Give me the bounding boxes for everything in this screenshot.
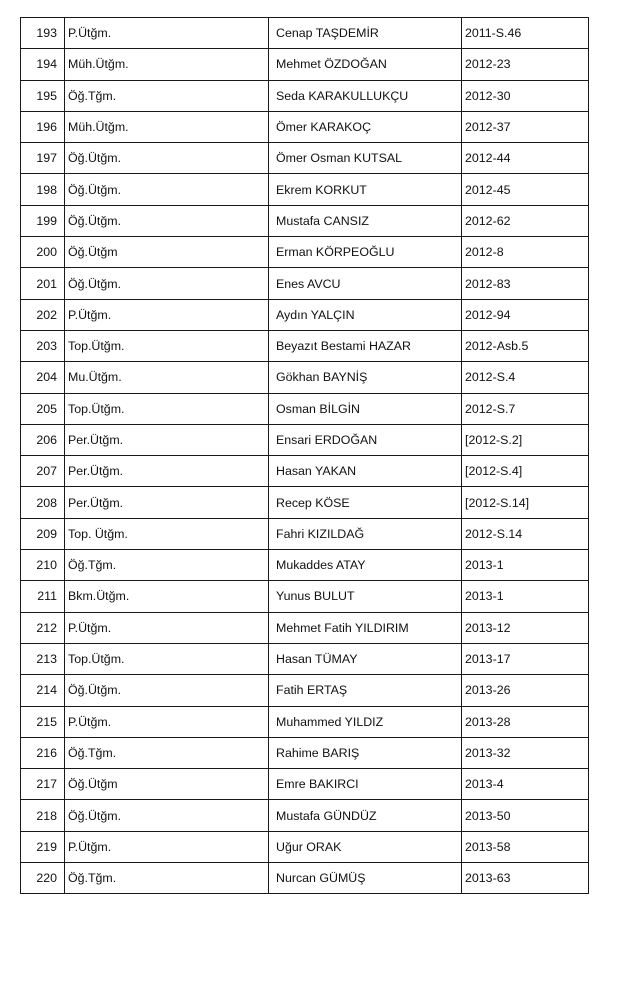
term-cell: 2012-S.7 <box>462 393 589 424</box>
term-cell: 2012-8 <box>462 237 589 268</box>
table-row <box>21 80 589 111</box>
table-row <box>21 487 589 518</box>
name-cell: Ömer Osman KUTSAL <box>269 143 462 174</box>
term-cell: [2012-S.2] <box>462 424 589 455</box>
rank-cell: Öğ.Tğm. <box>65 550 269 581</box>
term-cell: 2013-63 <box>462 863 589 894</box>
term-cell: 2013-17 <box>462 643 589 674</box>
rank-cell: P.Ütğm. <box>65 831 269 862</box>
table-row <box>21 49 589 80</box>
term-cell: 2013-1 <box>462 550 589 581</box>
table-row <box>21 205 589 236</box>
name-cell: Mustafa CANSIZ <box>269 205 462 236</box>
row-number: 200 <box>21 237 65 268</box>
term-cell: 2013-26 <box>462 675 589 706</box>
table-row <box>21 299 589 330</box>
table-row <box>21 675 589 706</box>
roster-table <box>20 17 589 894</box>
term-cell: 2012-37 <box>462 111 589 142</box>
rank-cell: Öğ.Ütğm <box>65 237 269 268</box>
name-cell: Osman BİLGİN <box>269 393 462 424</box>
rank-cell: Bkm.Ütğm. <box>65 581 269 612</box>
name-cell: Mehmet Fatih YILDIRIM <box>269 612 462 643</box>
row-number: 194 <box>21 49 65 80</box>
term-cell: 2012-83 <box>462 268 589 299</box>
table-row <box>21 581 589 612</box>
term-cell: 2012-23 <box>462 49 589 80</box>
name-cell: Aydın YALÇIN <box>269 299 462 330</box>
rank-cell: Öğ.Ütğm. <box>65 174 269 205</box>
table-row <box>21 456 589 487</box>
term-cell: 2013-58 <box>462 831 589 862</box>
name-cell: Recep KÖSE <box>269 487 462 518</box>
rank-cell: Top.Ütğm. <box>65 643 269 674</box>
rank-cell: Per.Ütğm. <box>65 424 269 455</box>
table-row <box>21 769 589 800</box>
rank-cell: P.Ütğm. <box>65 706 269 737</box>
row-number: 216 <box>21 737 65 768</box>
row-number: 203 <box>21 330 65 361</box>
row-number: 219 <box>21 831 65 862</box>
table-row <box>21 111 589 142</box>
term-cell: 2013-50 <box>462 800 589 831</box>
table-row <box>21 143 589 174</box>
term-cell: [2012-S.14] <box>462 487 589 518</box>
rank-cell: Per.Ütğm. <box>65 487 269 518</box>
name-cell: Gökhan BAYNİŞ <box>269 362 462 393</box>
term-cell: 2013-32 <box>462 737 589 768</box>
name-cell: Mukaddes ATAY <box>269 550 462 581</box>
rank-cell: Öğ.Tğm. <box>65 863 269 894</box>
table-row <box>21 800 589 831</box>
row-number: 217 <box>21 769 65 800</box>
name-cell: Muhammed YILDIZ <box>269 706 462 737</box>
table-row <box>21 330 589 361</box>
term-cell: 2013-4 <box>462 769 589 800</box>
table-row <box>21 706 589 737</box>
row-number: 210 <box>21 550 65 581</box>
name-cell: Erman KÖRPEOĞLU <box>269 237 462 268</box>
name-cell: Rahime BARIŞ <box>269 737 462 768</box>
name-cell: Ömer KARAKOÇ <box>269 111 462 142</box>
name-cell: Cenap TAŞDEMİR <box>269 18 462 49</box>
term-cell: 2012-62 <box>462 205 589 236</box>
name-cell: Beyazıt Bestami HAZAR <box>269 330 462 361</box>
name-cell: Seda KARAKULLUKÇU <box>269 80 462 111</box>
name-cell: Uğur ORAK <box>269 831 462 862</box>
name-cell: Mustafa GÜNDÜZ <box>269 800 462 831</box>
rank-cell: P.Ütğm. <box>65 299 269 330</box>
name-cell: Ekrem KORKUT <box>269 174 462 205</box>
term-cell: 2012-44 <box>462 143 589 174</box>
term-cell: 2012-S.14 <box>462 518 589 549</box>
term-cell: 2013-12 <box>462 612 589 643</box>
row-number: 193 <box>21 18 65 49</box>
row-number: 195 <box>21 80 65 111</box>
name-cell: Enes AVCU <box>269 268 462 299</box>
rank-cell: Per.Ütğm. <box>65 456 269 487</box>
rank-cell: Öğ.Tğm. <box>65 80 269 111</box>
table-row <box>21 237 589 268</box>
row-number: 197 <box>21 143 65 174</box>
name-cell: Fahri KIZILDAĞ <box>269 518 462 549</box>
row-number: 196 <box>21 111 65 142</box>
roster-table-body <box>21 18 589 894</box>
name-cell: Mehmet ÖZDOĞAN <box>269 49 462 80</box>
term-cell: 2012-30 <box>462 80 589 111</box>
table-row <box>21 643 589 674</box>
row-number: 205 <box>21 393 65 424</box>
term-cell: 2012-S.4 <box>462 362 589 393</box>
rank-cell: Öğ.Ütğm. <box>65 800 269 831</box>
rank-cell: Top. Ütğm. <box>65 518 269 549</box>
rank-cell: Öğ.Tğm. <box>65 737 269 768</box>
table-row <box>21 550 589 581</box>
name-cell: Ensari ERDOĞAN <box>269 424 462 455</box>
rank-cell: Öğ.Ütğm. <box>65 143 269 174</box>
table-row <box>21 424 589 455</box>
rank-cell: Müh.Ütğm. <box>65 49 269 80</box>
row-number: 199 <box>21 205 65 236</box>
row-number: 198 <box>21 174 65 205</box>
rank-cell: Öğ.Ütğm. <box>65 268 269 299</box>
row-number: 204 <box>21 362 65 393</box>
table-row <box>21 268 589 299</box>
name-cell: Hasan YAKAN <box>269 456 462 487</box>
rank-cell: Öğ.Ütğm <box>65 769 269 800</box>
term-cell: 2012-45 <box>462 174 589 205</box>
term-cell: 2013-1 <box>462 581 589 612</box>
row-number: 202 <box>21 299 65 330</box>
name-cell: Hasan TÜMAY <box>269 643 462 674</box>
rank-cell: P.Ütğm. <box>65 612 269 643</box>
term-cell: 2011-S.46 <box>462 18 589 49</box>
name-cell: Fatih ERTAŞ <box>269 675 462 706</box>
table-row <box>21 18 589 49</box>
term-cell: 2013-28 <box>462 706 589 737</box>
table-row <box>21 612 589 643</box>
rank-cell: Öğ.Ütğm. <box>65 675 269 706</box>
name-cell: Emre BAKIRCI <box>269 769 462 800</box>
row-number: 220 <box>21 863 65 894</box>
row-number: 207 <box>21 456 65 487</box>
rank-cell: Mu.Ütğm. <box>65 362 269 393</box>
table-row <box>21 362 589 393</box>
table-row <box>21 393 589 424</box>
rank-cell: Top.Ütğm. <box>65 330 269 361</box>
term-cell: [2012-S.4] <box>462 456 589 487</box>
row-number: 213 <box>21 643 65 674</box>
table-row <box>21 737 589 768</box>
row-number: 218 <box>21 800 65 831</box>
row-number: 209 <box>21 518 65 549</box>
table-row <box>21 863 589 894</box>
row-number: 208 <box>21 487 65 518</box>
rank-cell: Öğ.Ütğm. <box>65 205 269 236</box>
row-number: 211 <box>21 581 65 612</box>
rank-cell: Top.Ütğm. <box>65 393 269 424</box>
row-number: 201 <box>21 268 65 299</box>
table-row <box>21 831 589 862</box>
rank-cell: Müh.Ütğm. <box>65 111 269 142</box>
term-cell: 2012-Asb.5 <box>462 330 589 361</box>
row-number: 214 <box>21 675 65 706</box>
row-number: 212 <box>21 612 65 643</box>
name-cell: Yunus BULUT <box>269 581 462 612</box>
term-cell: 2012-94 <box>462 299 589 330</box>
table-row <box>21 174 589 205</box>
row-number: 215 <box>21 706 65 737</box>
rank-cell: P.Ütğm. <box>65 18 269 49</box>
name-cell: Nurcan GÜMÜŞ <box>269 863 462 894</box>
table-row <box>21 518 589 549</box>
row-number: 206 <box>21 424 65 455</box>
